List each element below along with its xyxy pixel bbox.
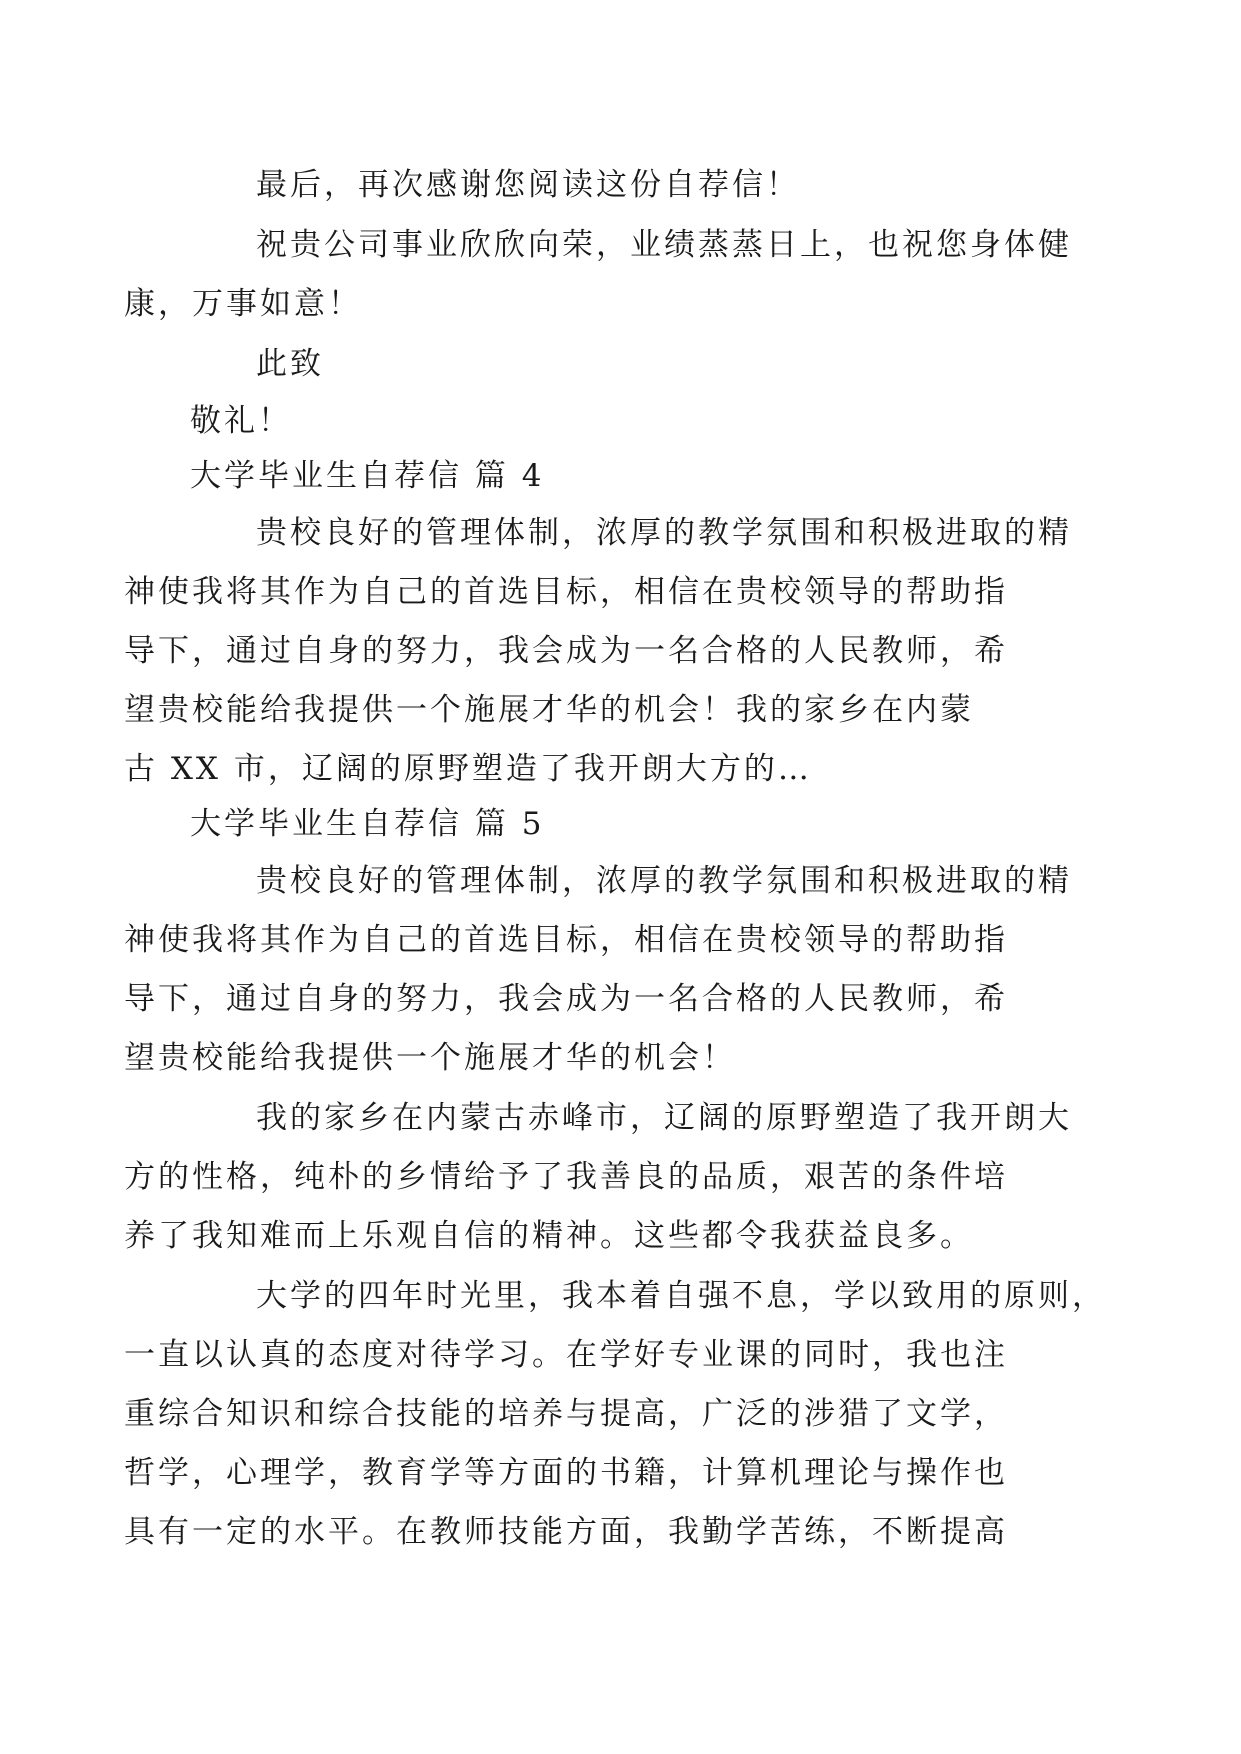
para-section4-body bbox=[124, 504, 1072, 799]
para-cizhi bbox=[190, 335, 1060, 394]
para-wishes bbox=[124, 216, 1072, 334]
para-section5-intro bbox=[124, 852, 1072, 1088]
text-line: 导下，通过自身的努力，我会成为一名合格的人民教师，希 bbox=[124, 633, 1008, 669]
text-line: 望贵校能给我提供一个施展才华的机会！ bbox=[124, 1040, 736, 1076]
para-closing-thanks bbox=[190, 156, 1060, 215]
text-line: 望贵校能给我提供一个施展才华的机会！我的家乡在内蒙 bbox=[124, 692, 974, 728]
text-line: 此致 bbox=[256, 346, 324, 382]
text-line: 贵校良好的管理体制，浓厚的教学氛围和积极进取的精 bbox=[256, 863, 1072, 899]
text-line: 我的家乡在内蒙古赤峰市，辽阔的原野塑造了我开朗大 bbox=[256, 1100, 1072, 1136]
text-line: 导下，通过自身的努力，我会成为一名合格的人民教师，希 bbox=[124, 981, 1008, 1017]
heading-text: 大学毕业生自荐信 篇 4 bbox=[190, 458, 545, 494]
heading-text: 大学毕业生自荐信 篇 5 bbox=[190, 806, 545, 842]
text-line: 古 XX 市，辽阔的原野塑造了我开朗大方的… bbox=[124, 751, 812, 787]
text-line: 祝贵公司事业欣欣向荣，业绩蒸蒸日上，也祝您身体健 bbox=[256, 227, 1072, 263]
text-line: 哲学，心理学，教育学等方面的书籍，计算机理论与操作也 bbox=[124, 1455, 1008, 1491]
text-line: 最后，再次感谢您阅读这份自荐信！ bbox=[256, 167, 800, 203]
document-page bbox=[124, 156, 1106, 1562]
text-line: 神使我将其作为自己的首选目标，相信在贵校领导的帮助指 bbox=[124, 922, 1008, 958]
para-jingli bbox=[190, 392, 1060, 451]
text-line: 一直以认真的态度对待学习。在学好专业课的同时，我也注 bbox=[124, 1337, 1008, 1373]
para-university bbox=[124, 1267, 1106, 1562]
text-line: 大学的四年时光里，我本着自强不息，学以致用的原则， bbox=[256, 1278, 1106, 1314]
text-line: 重综合知识和综合技能的培养与提高，广泛的涉猎了文学， bbox=[124, 1396, 1008, 1432]
text-line: 养了我知难而上乐观自信的精神。这些都令我获益良多。 bbox=[124, 1218, 974, 1254]
text-line: 具有一定的水平。在教师技能方面，我勤学苦练，不断提高 bbox=[124, 1514, 1008, 1550]
text-line: 康，万事如意！ bbox=[124, 286, 362, 322]
section-heading-4 bbox=[190, 447, 1060, 506]
text-line: 神使我将其作为自己的首选目标，相信在贵校领导的帮助指 bbox=[124, 574, 1008, 610]
section-heading-5 bbox=[190, 795, 1060, 854]
text-line: 方的性格，纯朴的乡情给予了我善良的品质，艰苦的条件培 bbox=[124, 1159, 1008, 1195]
para-hometown bbox=[124, 1089, 1072, 1266]
text-line: 贵校良好的管理体制，浓厚的教学氛围和积极进取的精 bbox=[256, 515, 1072, 551]
text-line: 敬礼！ bbox=[190, 403, 292, 439]
